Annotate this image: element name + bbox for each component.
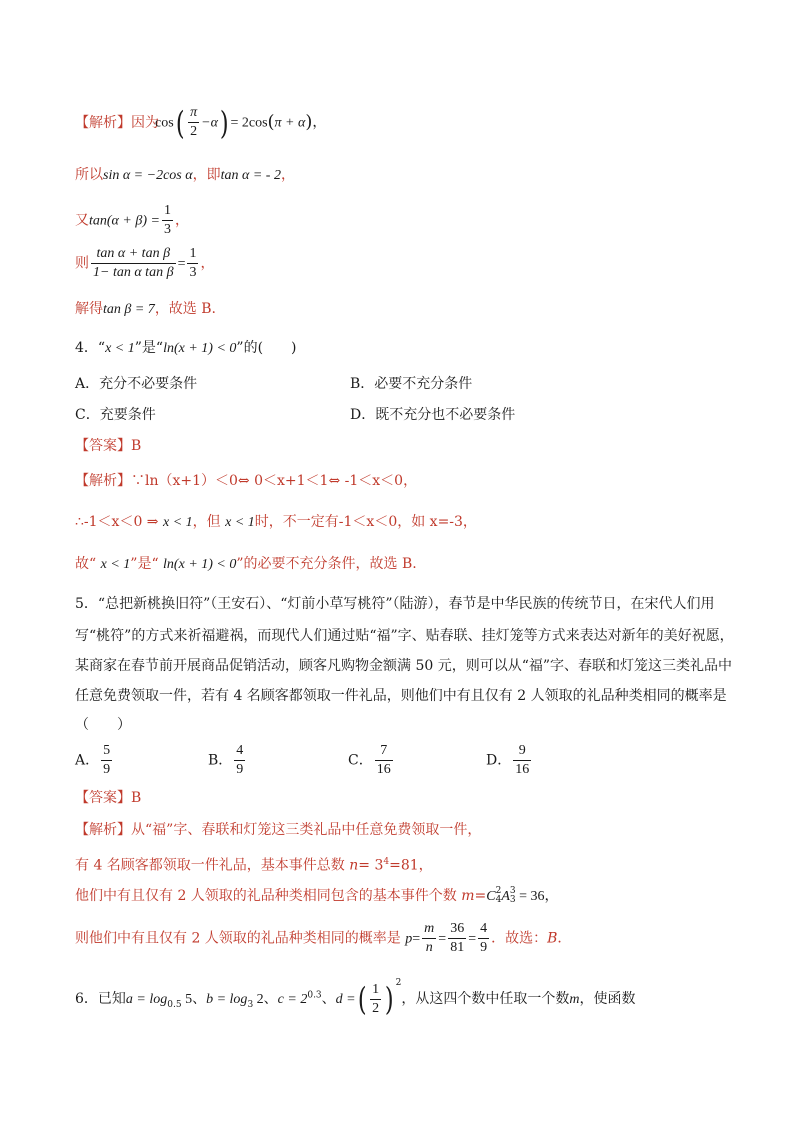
q4-analysis-line3: 故“ x < 1”是“ ln(x + 1) < 0”的必要不充分条件，故选 B.: [75, 556, 417, 572]
q4-analysis-line2: ∴-1＜x＜0 ⇒ x < 1，但 x < 1时，不一定有-1＜x＜0，如 x=-3，: [75, 514, 477, 530]
q5-option-b: B． $\frac{4}{9}$: [208, 743, 244, 777]
q5-answer: 【答案】B: [75, 790, 142, 806]
q5-stem-line4: 任意免费领取一件，若有 4 名顾客都领取一件礼品，则他们中有且仅有 2 人领取的礼品种类相同的概率是: [75, 688, 727, 704]
q3-analysis-line1: 【解析】因为: [75, 115, 159, 131]
q5-analysis-line3: 他们中有且仅有 2 人领取的礼品种类相同包含的基本事件个数 m=C 2 4 A 3 3 = 36，: [75, 886, 559, 905]
q4-option-d: D．既不充分也不必要条件: [350, 407, 516, 423]
q5-stem-line5: （ ）: [75, 717, 131, 733]
q5-option-c: C． $\frac{7}{16}$: [348, 743, 391, 777]
q4-option-b: B．必要不充分条件: [350, 376, 473, 392]
q4-stem: 4．“x < 1”是“ln(x + 1) < 0”的( ): [75, 340, 297, 356]
fraction: $\frac{\pi}{2}$: [190, 105, 198, 139]
q5-analysis-line2: 有 4 名顾客都领取一件礼品，基本事件总数 $n= 3^4=81$，: [75, 857, 433, 874]
q6-stem: 6．已知$a = \log_{0.5} 5$、$b = \log_3 2$、$c = 2^{0.3}$、d =( $\frac{1}{2}$ ) $^2$，从这四个数中任取一个数m，使函数: [75, 978, 636, 1018]
q5-stem-line2: 写“桃符”的方式来祈福避祸，而现代人们通过贴“福”字、贴春联、挂灯笼等方式来表达对新年的美好祝愿，: [75, 628, 734, 644]
q5-option-d: D． $\frac{9}{16}$: [486, 743, 530, 777]
q5-stem-line1: 5．“总把新桃换旧符”（王安石）、“灯前小草写桃符”（陆游），春节是中华民族的传统节日，在宋代人们用: [75, 596, 715, 612]
q5-analysis-line1: 【解析】从“福”字、春联和灯笼这三类礼品中任意免费领取一件，: [75, 822, 482, 838]
q4-option-a: A．充分不必要条件: [75, 376, 198, 392]
q5-analysis-line4: 则他们中有且仅有 2 人领取的礼品种类相同的概率是 p= $\frac{m}{n}$ = $\frac{36}{81}$ = $\frac{4}{9}$ ．故选：B．: [75, 921, 572, 955]
q3-analysis-line3: 又tan(α + β) = $\frac{1}{3}$ ，: [75, 203, 189, 237]
q3-analysis-line5: 解得tan β = 7，故选 B.: [75, 301, 217, 317]
q3-analysis-line4: 则 $\frac{\text{tan α + tan β}}{\text{1− tan α tan β}}$ = $\frac{1}{3}$ ，: [75, 246, 215, 280]
q3-formula1: cos( $\frac{\pi}{2}$ −α) = 2cos(π + α)，: [155, 103, 327, 142]
q4-answer: 【答案】B: [75, 438, 142, 454]
q4-option-c: C．充要条件: [75, 407, 156, 423]
q4-analysis-line1: 【解析】∵ln（x+1）＜0⇔ 0＜x+1＜1⇔ -1＜x＜0，: [75, 473, 418, 489]
q5-option-a: A． $\frac{5}{9}$: [75, 743, 111, 777]
analysis-tag: 【解析】: [75, 115, 131, 131]
q5-stem-line3: 某商家在春节前开展商品促销活动，顾客凡购物金额满 50 元，则可以从“福”字、春联和灯笼这三类礼品中: [75, 658, 733, 674]
q3-analysis-line2: 所以sin α = −2cos α，即tan α = - 2，: [75, 167, 295, 183]
